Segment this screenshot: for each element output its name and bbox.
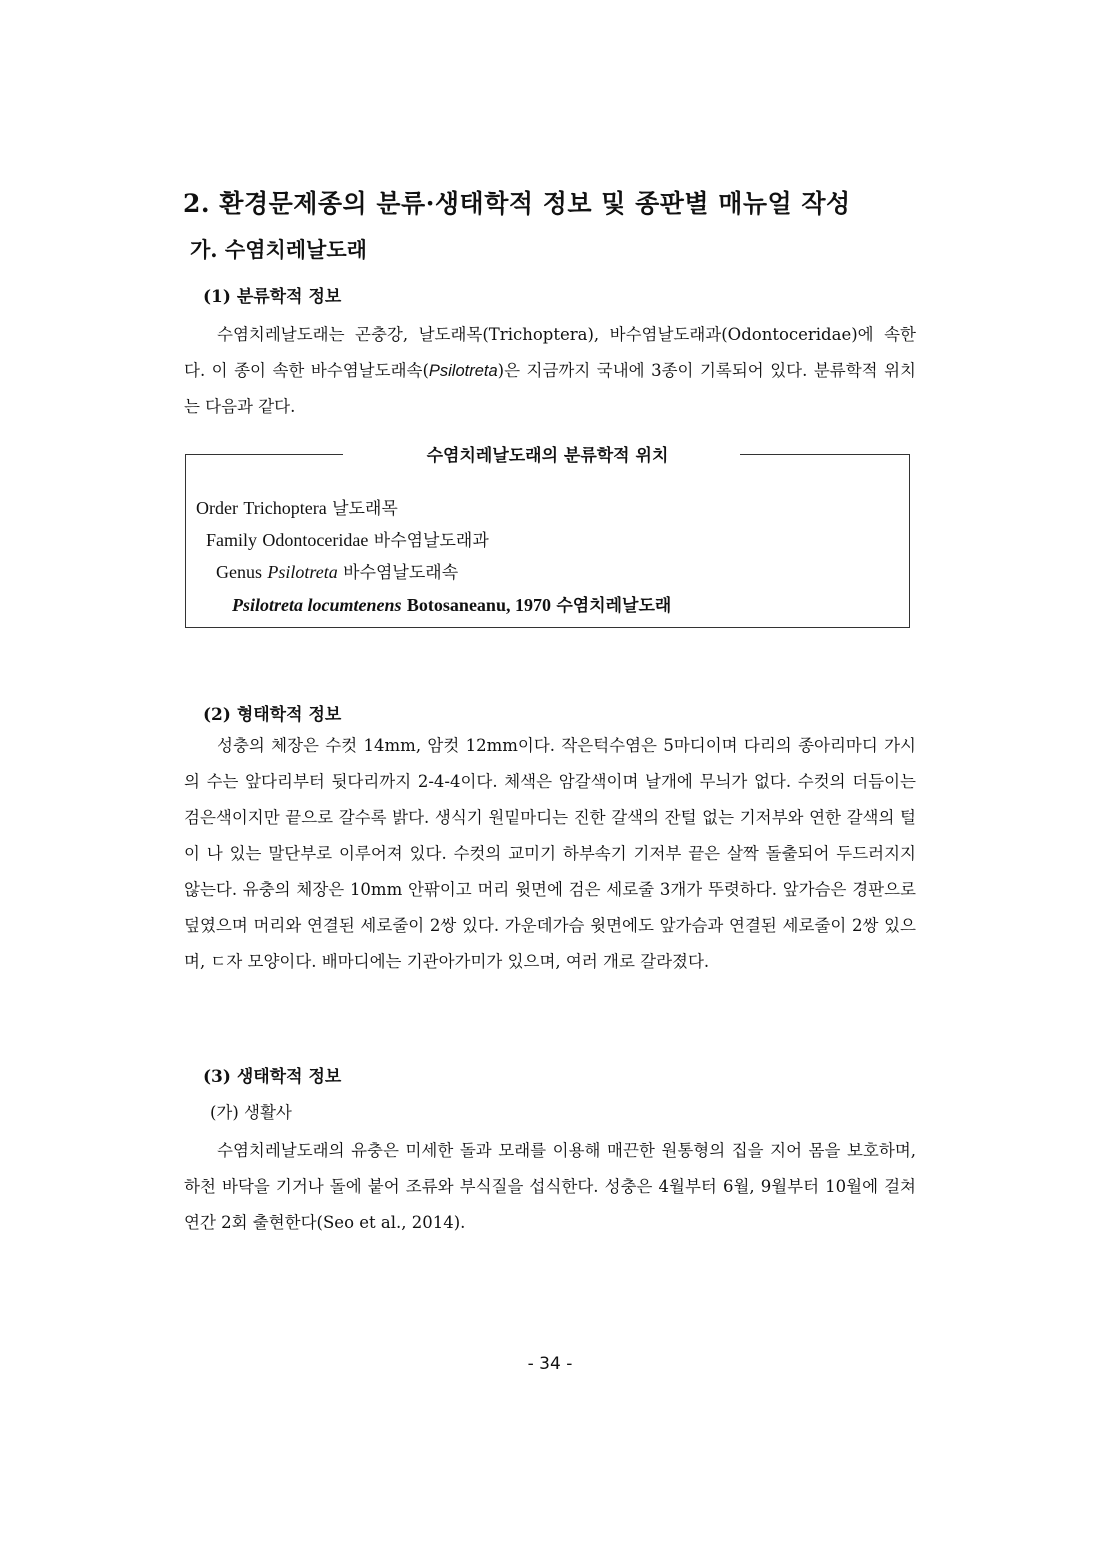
taxon-genus-rank: Genus — [216, 562, 262, 582]
taxon-genus — [216, 558, 458, 583]
box-title: 수염치레날도래의 분류학적 위치 — [426, 446, 669, 466]
taxon-genus-name: Psilotreta — [267, 562, 338, 582]
taxonomy-paragraph — [184, 317, 916, 425]
taxon-species-name: Psilotreta locumtenens — [232, 595, 402, 615]
taxon-order-rank: Order — [196, 498, 238, 518]
subsection-title: 가. 수염치레날도래 — [190, 237, 367, 262]
taxon-family-name: Odontoceridae — [262, 530, 369, 550]
page-number: - 34 - — [527, 1354, 573, 1374]
taxon-species-author: Botosaneanu, 1970 — [406, 595, 551, 615]
taxon-species-korean: 수염치레날도래 — [556, 596, 672, 616]
taxonomy-genus-name: Psilotreta — [428, 362, 498, 380]
section-title: 2. 환경문제종의 분류·생태학적 정보 및 종판별 매뉴얼 작성 — [183, 189, 851, 218]
ecology-paragraph: 수염치레날도래의 유충은 미세한 돌과 모래를 이용해 매끈한 원통형의 집을 지어 몸을 보호하며, 하천 바닥을 기거나 돌에 붙어 조류와 부식질을 섭식한다. 성충은 4월부터 6월, 9월부터 10월에 걸쳐 연간 2회 출현한다(Seo et al., 2014). — [184, 1141, 916, 1232]
ecology-heading: (3) 생태학적 정보 — [203, 1067, 342, 1087]
taxonomy-text-2: )은 지금까지 국내에 3종이 기록되어 있다. 분류학적 위치는 다음과 같다. — [184, 361, 916, 416]
taxon-order-name: Trichoptera — [243, 498, 327, 518]
taxon-order-korean: 날도래목 — [332, 499, 398, 519]
life-history-heading: (가) 생활사 — [210, 1103, 292, 1122]
taxon-family — [206, 526, 489, 551]
taxon-order — [196, 494, 398, 519]
taxon-species — [232, 591, 671, 616]
taxonomy-text-1: 수염치레날도래는 곤충강, 날도래목(Trichoptera), 바수염날도래과(Odontoceridae)에 속한다. 이 종이 속한 바수염날도래속( — [184, 325, 916, 380]
taxonomy-heading: (1) 분류학적 정보 — [203, 287, 342, 307]
taxon-family-korean: 바수염날도래과 — [373, 531, 489, 551]
taxon-family-rank: Family — [206, 530, 258, 550]
morphology-paragraph: 성충의 체장은 수컷 14mm, 암컷 12mm이다. 작은턱수염은 5마디이며 다리의 종아리마디 가시의 수는 앞다리부터 뒷다리까지 2-4-4이다. 체색은 암갈색이며 날개에 무늬가 없다. 수컷의 더듬이는 검은색이지만 끝으로 갈수록 밝다. 생식기 원밑마디는 진한 갈색의 잔털 없는 기저부와 연한 갈색의 털이 나 있는 말단부로 이루어져 있다. 수컷의 교미기 하부속기 기저부 끝은 살짝 돌출되어 두드러지지 않는다. 유충의 체장은 10mm 안팎이고 머리 윗면에 검은 세로줄 3개가 뚜렷하다. 앞가슴은 경판으로 덮였으며 머리와 연결된 세로줄이 2쌍 있다. 가운데가슴 윗면에도 앞가슴과 연결된 세로줄이 2쌍 있으며, ㄷ자 모양이다. 배마디에는 기관아가미가 있으며, 여러 개로 갈라졌다. — [184, 736, 916, 971]
taxon-genus-korean: 바수염날도래속 — [343, 563, 459, 583]
morphology-heading: (2) 형태학적 정보 — [203, 705, 342, 725]
classification-box — [185, 446, 910, 628]
